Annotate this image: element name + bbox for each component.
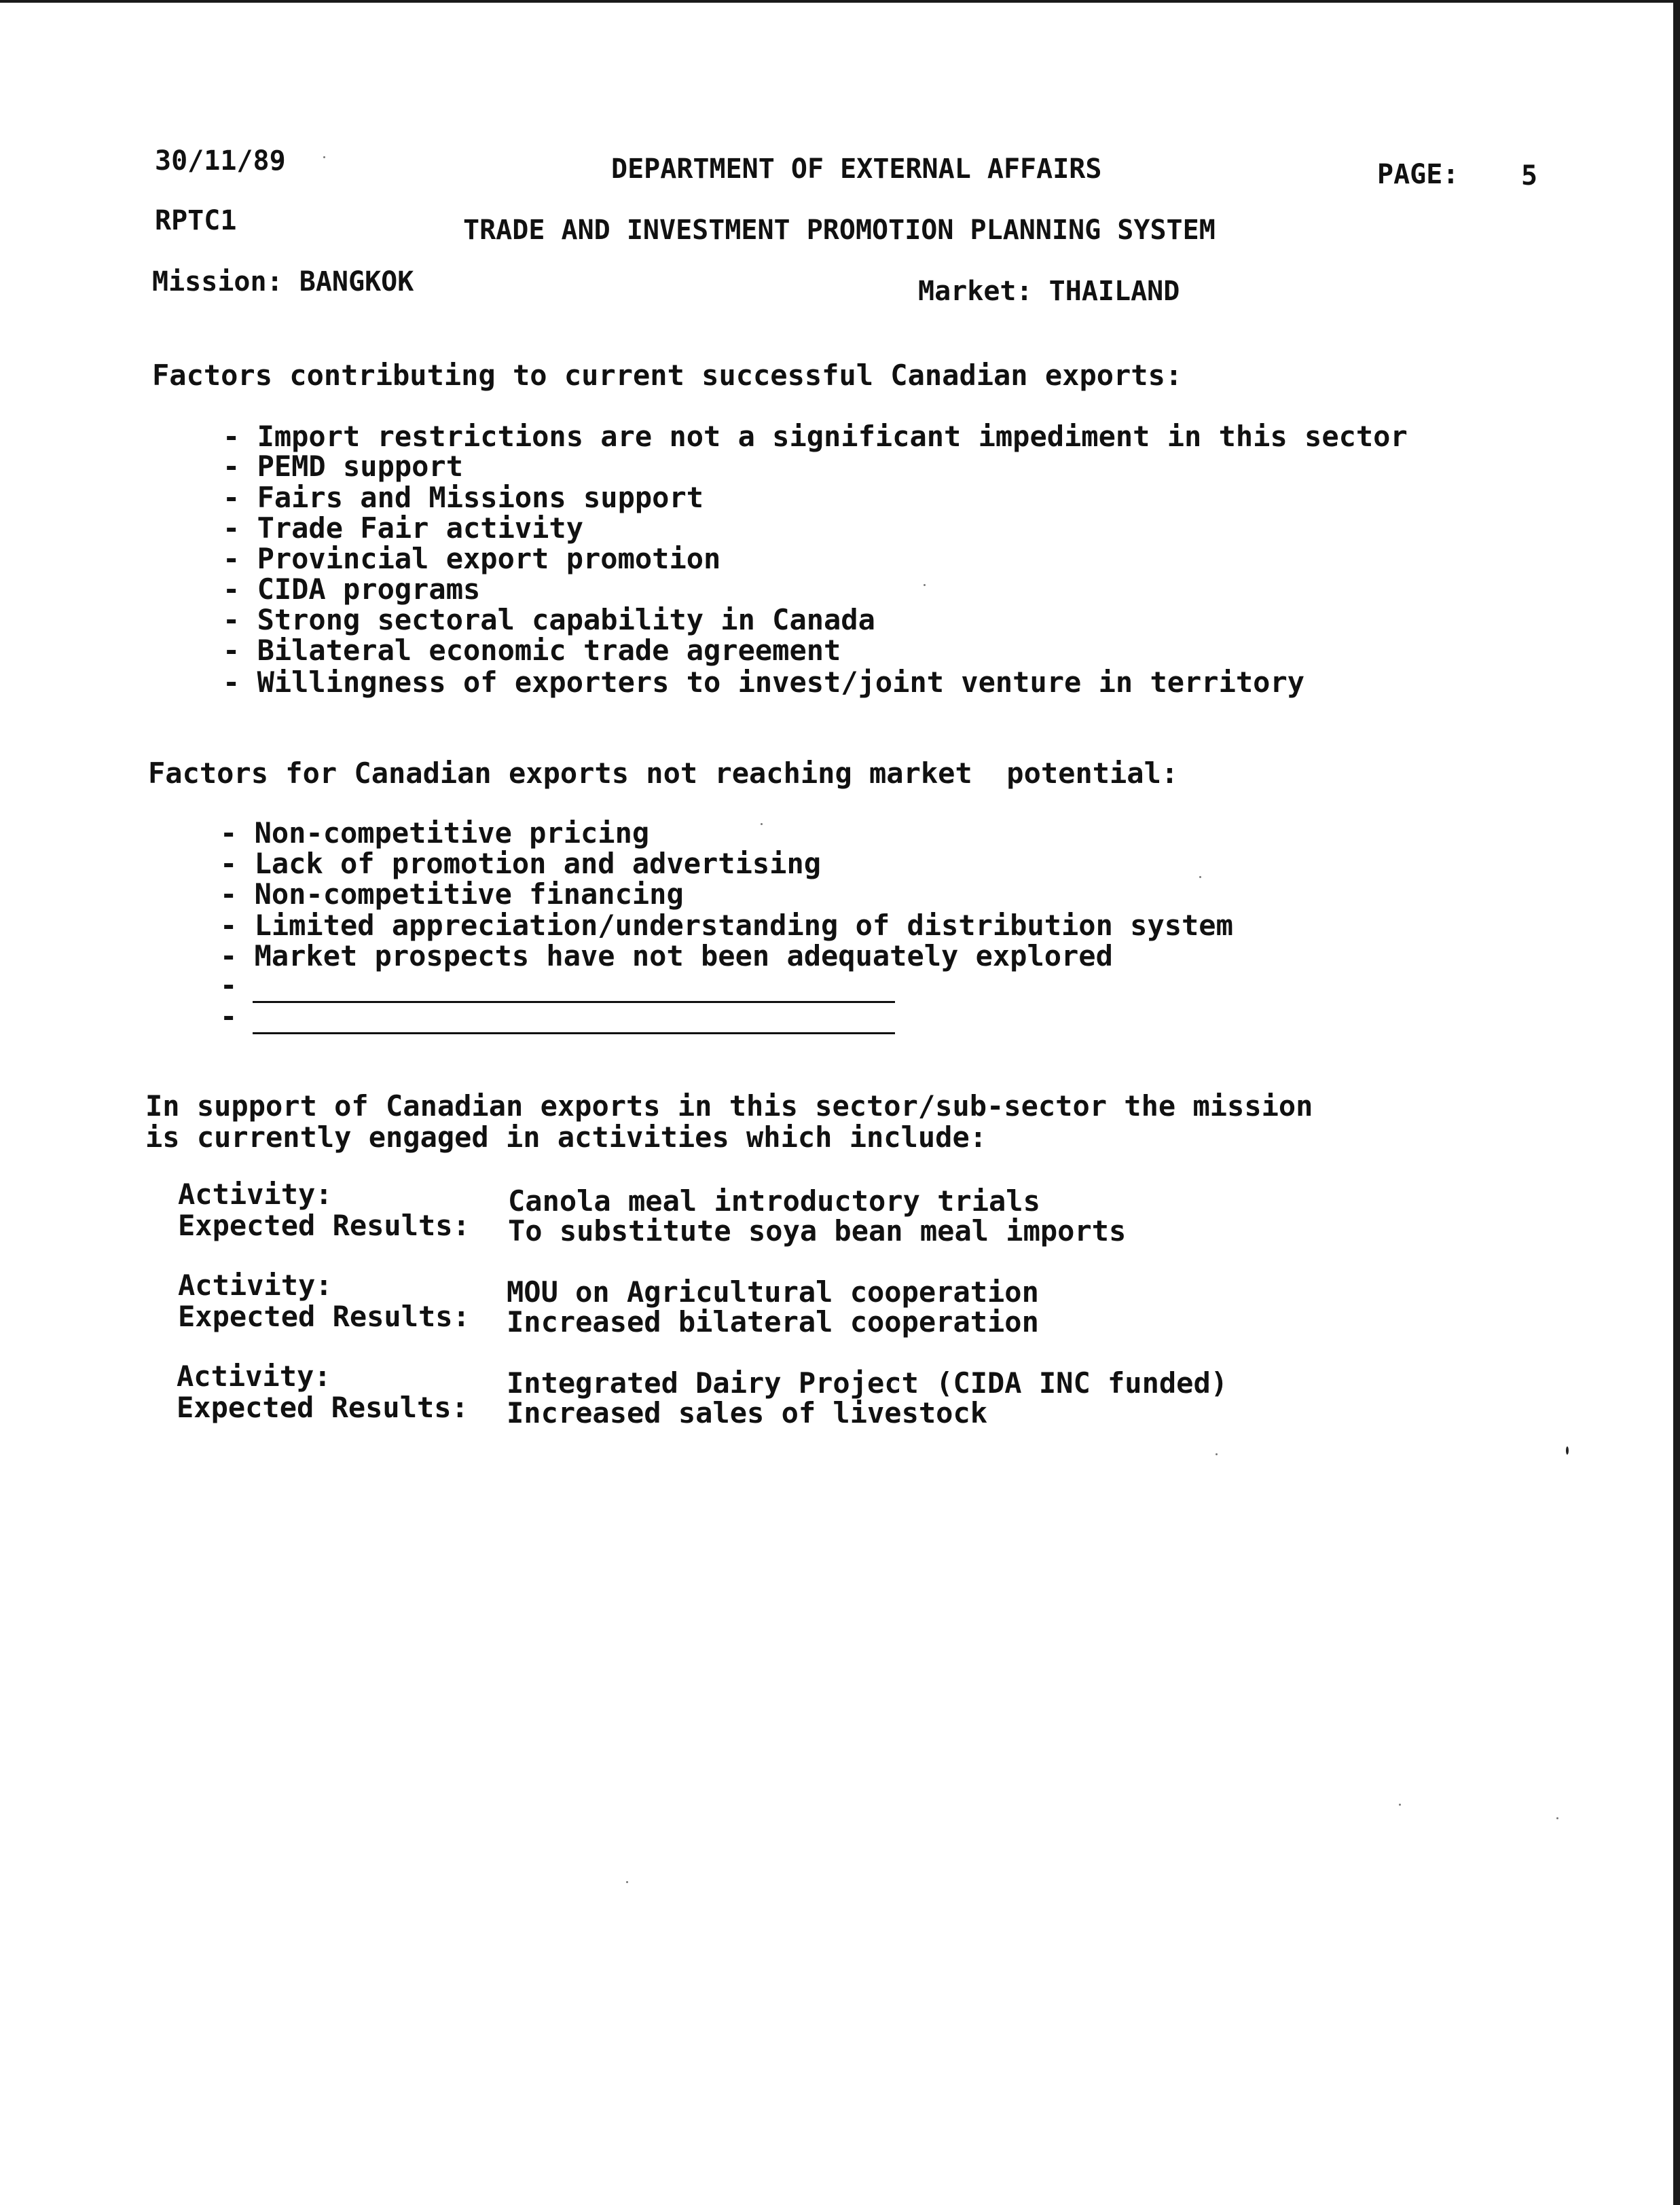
list-item: - Import restrictions are not a significant impediment in this sector: [223, 420, 1408, 453]
expected-results-value: To substitute soya bean meal imports: [508, 1214, 1127, 1247]
report-code: RPTC1: [155, 205, 237, 236]
scan-edge-right: [1673, 0, 1680, 2205]
blank-item-dash: -: [220, 968, 238, 1002]
list-item: - Limited appreciation/understanding of distribution system: [220, 909, 1233, 942]
list-item: - Fairs and Missions support: [223, 481, 704, 514]
department-title: DEPARTMENT OF EXTERNAL AFFAIRS: [611, 153, 1102, 185]
list-item: - Lack of promotion and advertising: [220, 847, 822, 880]
mission-field: Mission: BANGKOK: [152, 266, 414, 297]
list-item: - Non-competitive pricing: [220, 816, 650, 850]
support-intro-line1: In support of Canadian exports in this sector/sub-sector the mission: [145, 1089, 1313, 1123]
activity-label: Activity:: [178, 1269, 333, 1302]
market-field: Market: THAILAND: [918, 276, 1180, 307]
activity-value: MOU on Agricultural cooperation: [507, 1275, 1039, 1309]
expected-results-value: Increased bilateral cooperation: [507, 1305, 1039, 1338]
scan-speck: [626, 1881, 628, 1883]
activity-value: Canola meal introductory trials: [508, 1184, 1040, 1218]
success-factors-heading: Factors contributing to current successful Canadian exports:: [152, 359, 1183, 392]
expected-results-label: Expected Results:: [178, 1300, 470, 1333]
list-item: - PEMD support: [223, 450, 464, 483]
expected-results-value: Increased sales of livestock: [507, 1396, 988, 1429]
scan-speck: [924, 584, 926, 586]
page-number: 5: [1521, 160, 1538, 192]
activity-label: Activity:: [177, 1360, 331, 1393]
expected-results-label: Expected Results:: [178, 1209, 470, 1242]
activity-label: Activity:: [178, 1178, 333, 1211]
system-title: TRADE AND INVESTMENT PROMOTION PLANNING SYSTEM: [463, 215, 1216, 246]
expected-results-label: Expected Results:: [177, 1391, 469, 1424]
scan-speck: [1399, 1804, 1401, 1806]
list-item: - Strong sectoral capability in Canada: [223, 603, 875, 636]
scan-speck: [1566, 1446, 1569, 1455]
page-label: PAGE:: [1377, 159, 1459, 190]
scan-speck: [761, 823, 763, 825]
list-item: - Non-competitive financing: [220, 877, 684, 911]
scan-speck: [323, 156, 325, 158]
list-item: - Trade Fair activity: [223, 511, 584, 545]
scan-speck: [1216, 1453, 1218, 1455]
list-item: - Market prospects have not been adequately explored: [220, 939, 1113, 972]
list-item: - Provincial export promotion: [223, 542, 721, 575]
report-date: 30/11/89: [155, 145, 286, 177]
scan-edge-top: [0, 0, 1680, 3]
blank-item-line: [253, 1001, 895, 1003]
list-item: - CIDA programs: [223, 572, 481, 606]
scan-speck: [1556, 1817, 1558, 1819]
scan-speck: [1199, 876, 1201, 878]
activity-value: Integrated Dairy Project (CIDA INC funded): [507, 1366, 1228, 1400]
shortfall-factors-heading: Factors for Canadian exports not reaching market potential:: [148, 757, 1179, 790]
list-item: - Willingness of exporters to invest/joint venture in territory: [223, 666, 1305, 699]
support-intro-line2: is currently engaged in activities which include:: [145, 1120, 987, 1154]
blank-item-line: [253, 1032, 895, 1034]
blank-item-dash: -: [220, 1000, 238, 1033]
list-item: - Bilateral economic trade agreement: [223, 634, 841, 667]
